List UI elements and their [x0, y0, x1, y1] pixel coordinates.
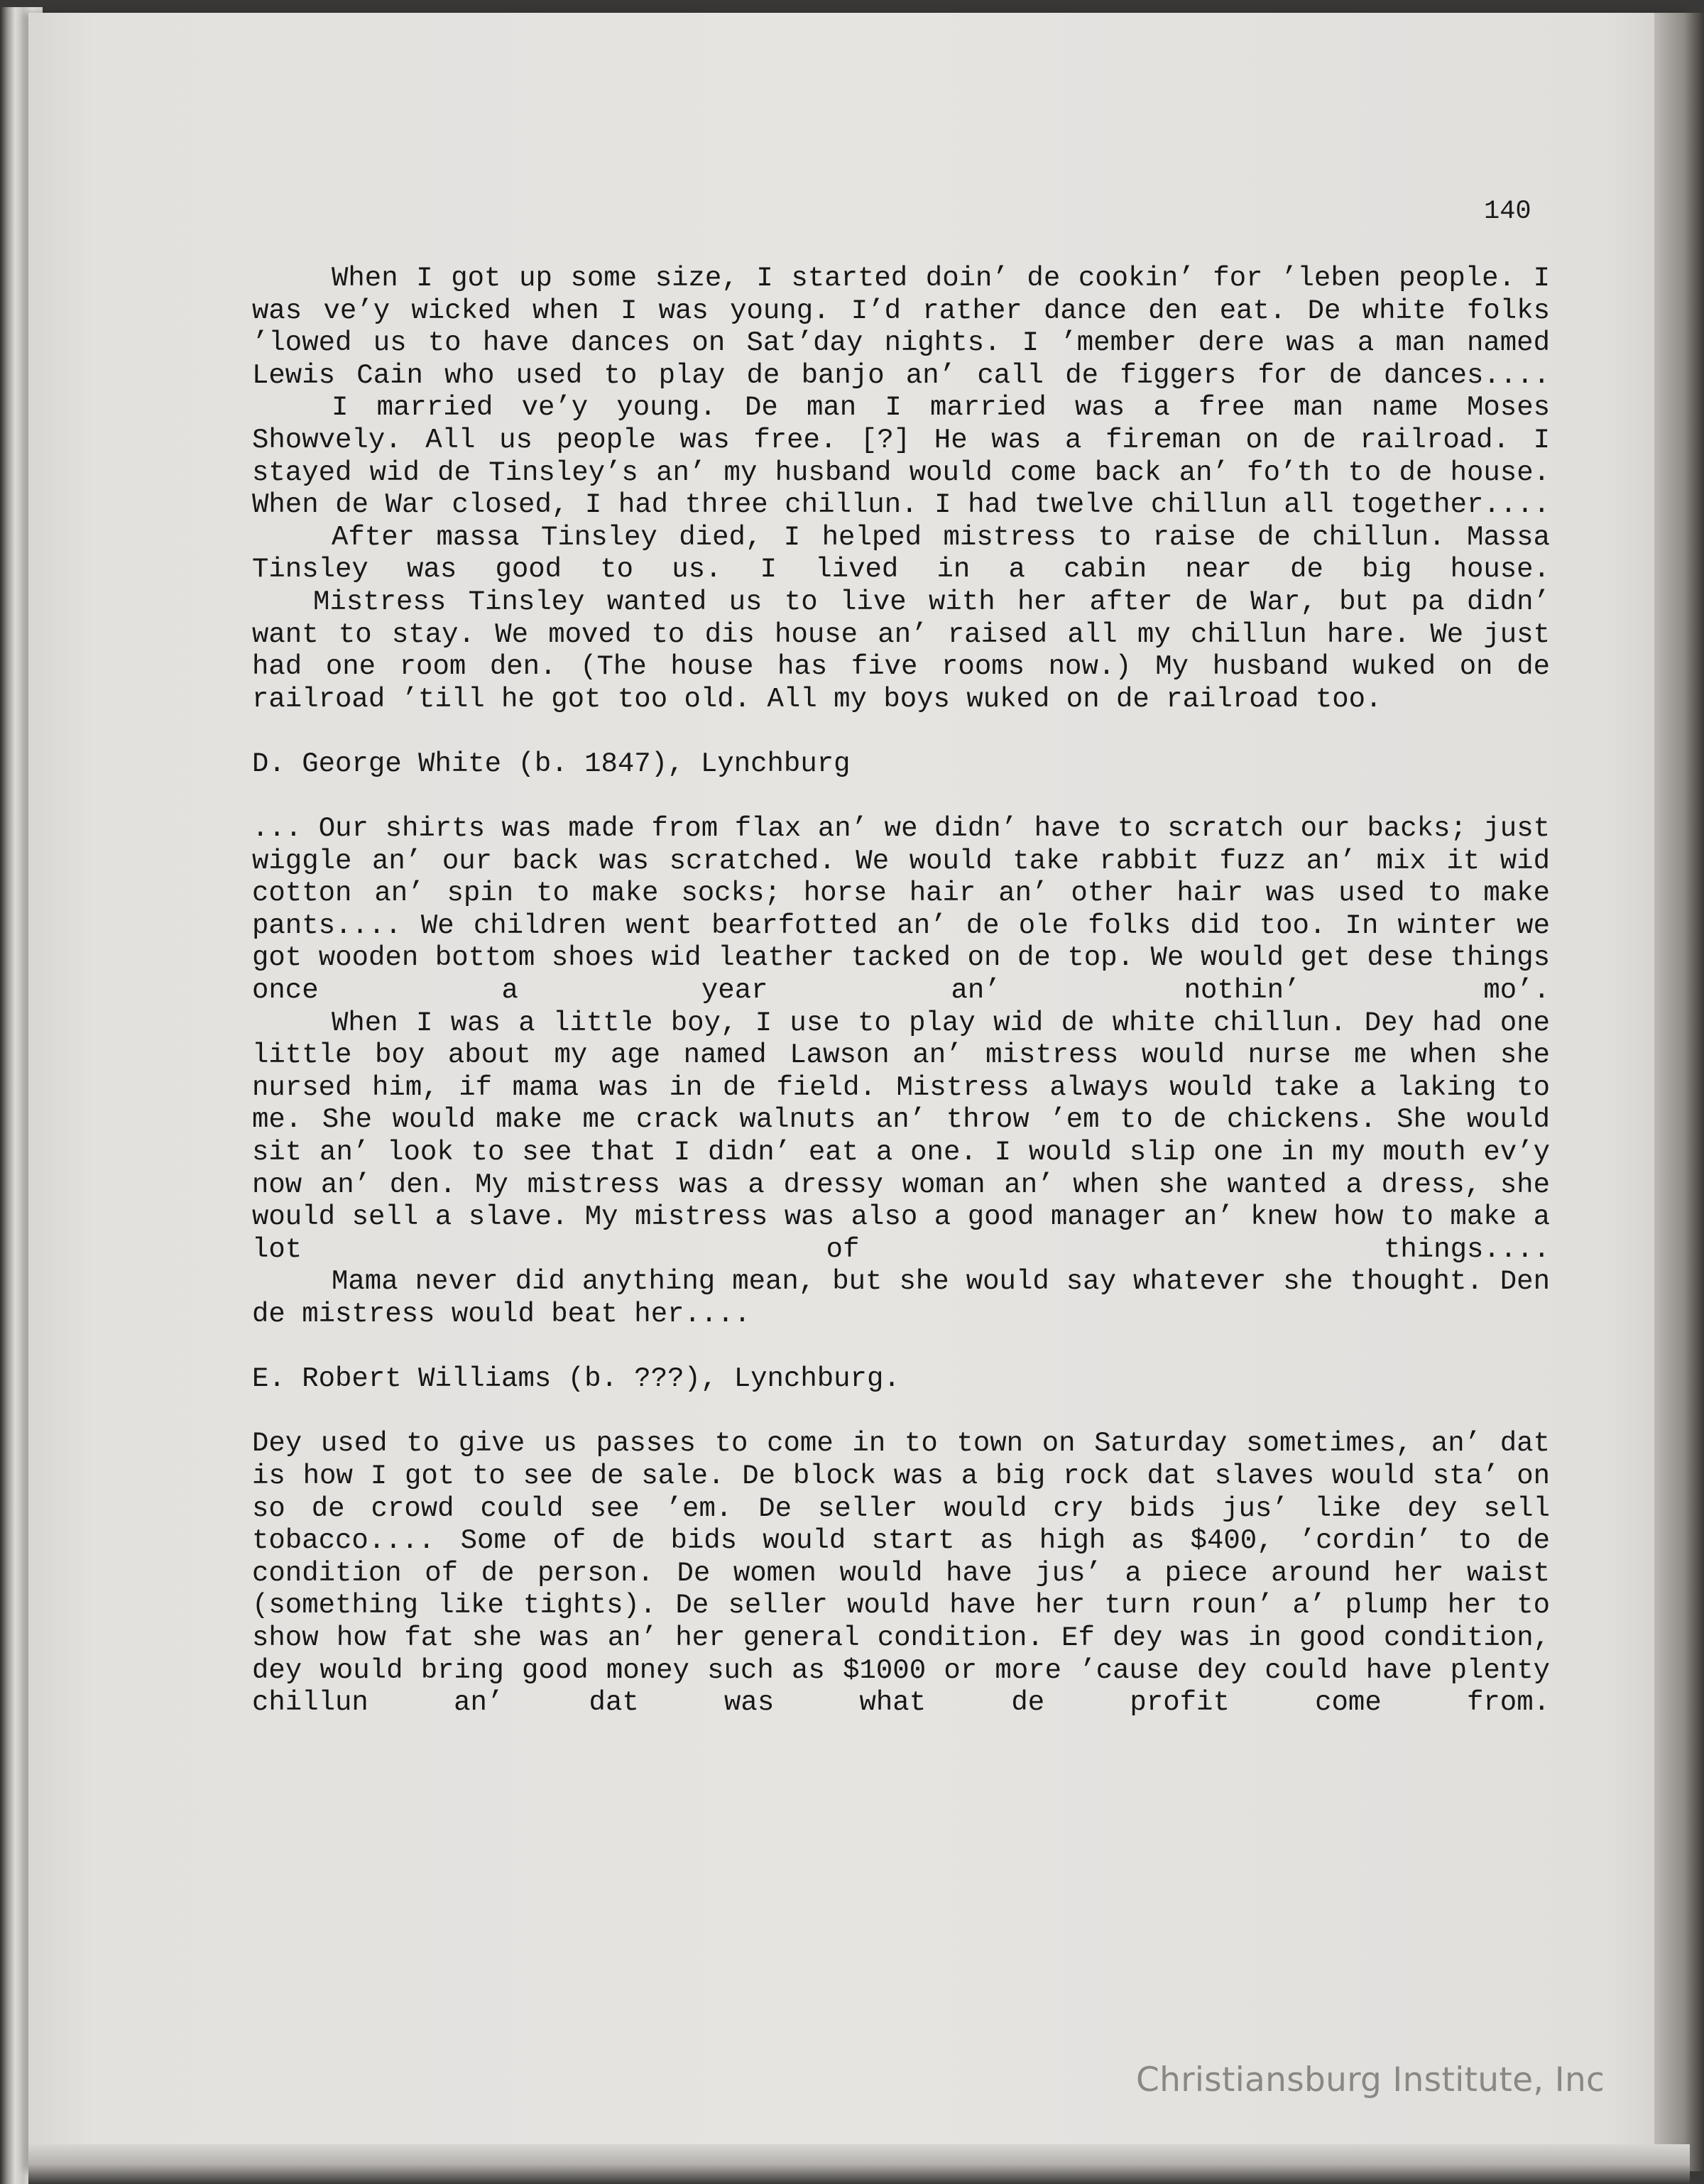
paragraph: I married ve’y young. De man I married was a free man name Moses Showvely. All us people was free. [?] He was a fireman on de railroad. I stayed wid de Tinsley’s an’ my husband would come back an’ fo’th to de house. When de War closed, I had three chillun. I had twelve chillun all together.... — [252, 392, 1550, 521]
paragraph: When I got up some size, I started doin’ de cookin’ for ’leben people. I was ve’y wicked when I was young. I’d rather dance den eat. De white folks ’lowed us to have dances on Sat’day nights. I ’member dere was a man named Lewis Cain who used to play de banjo an’ call de figgers for de dances.... — [252, 263, 1550, 391]
binding-shadow — [1654, 13, 1704, 2171]
paragraph: Mistress Tinsley wanted us to live with her after de War, but pa didn’ want to stay. We moved to dis house an’ raised all my chillun hare. We just had one room den. (The house has five rooms now.) My husband wuked on de railroad ’till he got too old. All my boys wuked on de railroad too. — [252, 586, 1550, 715]
section-heading: D. George White (b. 1847), Lynchburg — [252, 748, 851, 780]
paragraph: Mama never did anything mean, but she would say whatever she thought. Den de mistress would beat her.... — [252, 1266, 1550, 1330]
paragraph: ... Our shirts was made from flax an’ we didn’ have to scratch our backs; just wiggle an’ our back was scratched. We would take rabbit fuzz an’ mix it wid cotton an’ spin to make socks; horse hair an’ other hair was used to make pants.... We children went bearfotted an’ de ole folks did too. In winter we got wooden bottom shoes wid leather tacked on de top. We would get dese things once a year an’ nothin’ mo’. — [252, 813, 1550, 1007]
section-heading: E. Robert Williams (b. ???), Lynchburg. — [252, 1363, 900, 1395]
paragraph: Dey used to give us passes to come in to town on Saturday sometimes, an’ dat is how I got to see de sale. De block was a big rock dat slaves would sta’ on so de crowd could see ’em. De seller would cry bids jus’ like dey sell tobacco.... Some of de bids would start as high as $400, ’cordin’ to de condition of de person. De women would have jus’ a piece around her waist (something like tights). De seller would have her turn roun’ a’ plump her to show how fat she was an’ her general condition. Ef dey was in good condition, dey would bring good money such as $1000 or more ’cause dey could have plenty chillun an’ dat was what de profit come from. — [252, 1428, 1550, 1719]
paragraph: When I was a little boy, I use to play wid de white chillun. Dey had one little boy about my age named Lawson an’ mistress would nurse me when she nursed him, if mama was in de field. Mistress always would take a laking to me. She would make me crack walnuts an’ throw ’em to de chickens. She would sit an’ look to see that I didn’ eat a one. I would slip one in my mouth ev’y now an’ den. My mistress was a dressy woman an’ when she wanted a dress, she would sell a slave. My mistress was also a good manager an’ knew how to make a lot of things.... — [252, 1007, 1550, 1265]
watermark-text: Christiansburg Institute, Inc — [1136, 2060, 1605, 2100]
page-number: 140 — [1484, 197, 1531, 226]
page-bottom-edge — [28, 2144, 1690, 2184]
paragraph: After massa Tinsley died, I helped mistress to raise de chillun. Massa Tinsley was good to us. I lived in a cabin near de big house. — [252, 521, 1550, 586]
document-body — [252, 263, 1550, 1720]
